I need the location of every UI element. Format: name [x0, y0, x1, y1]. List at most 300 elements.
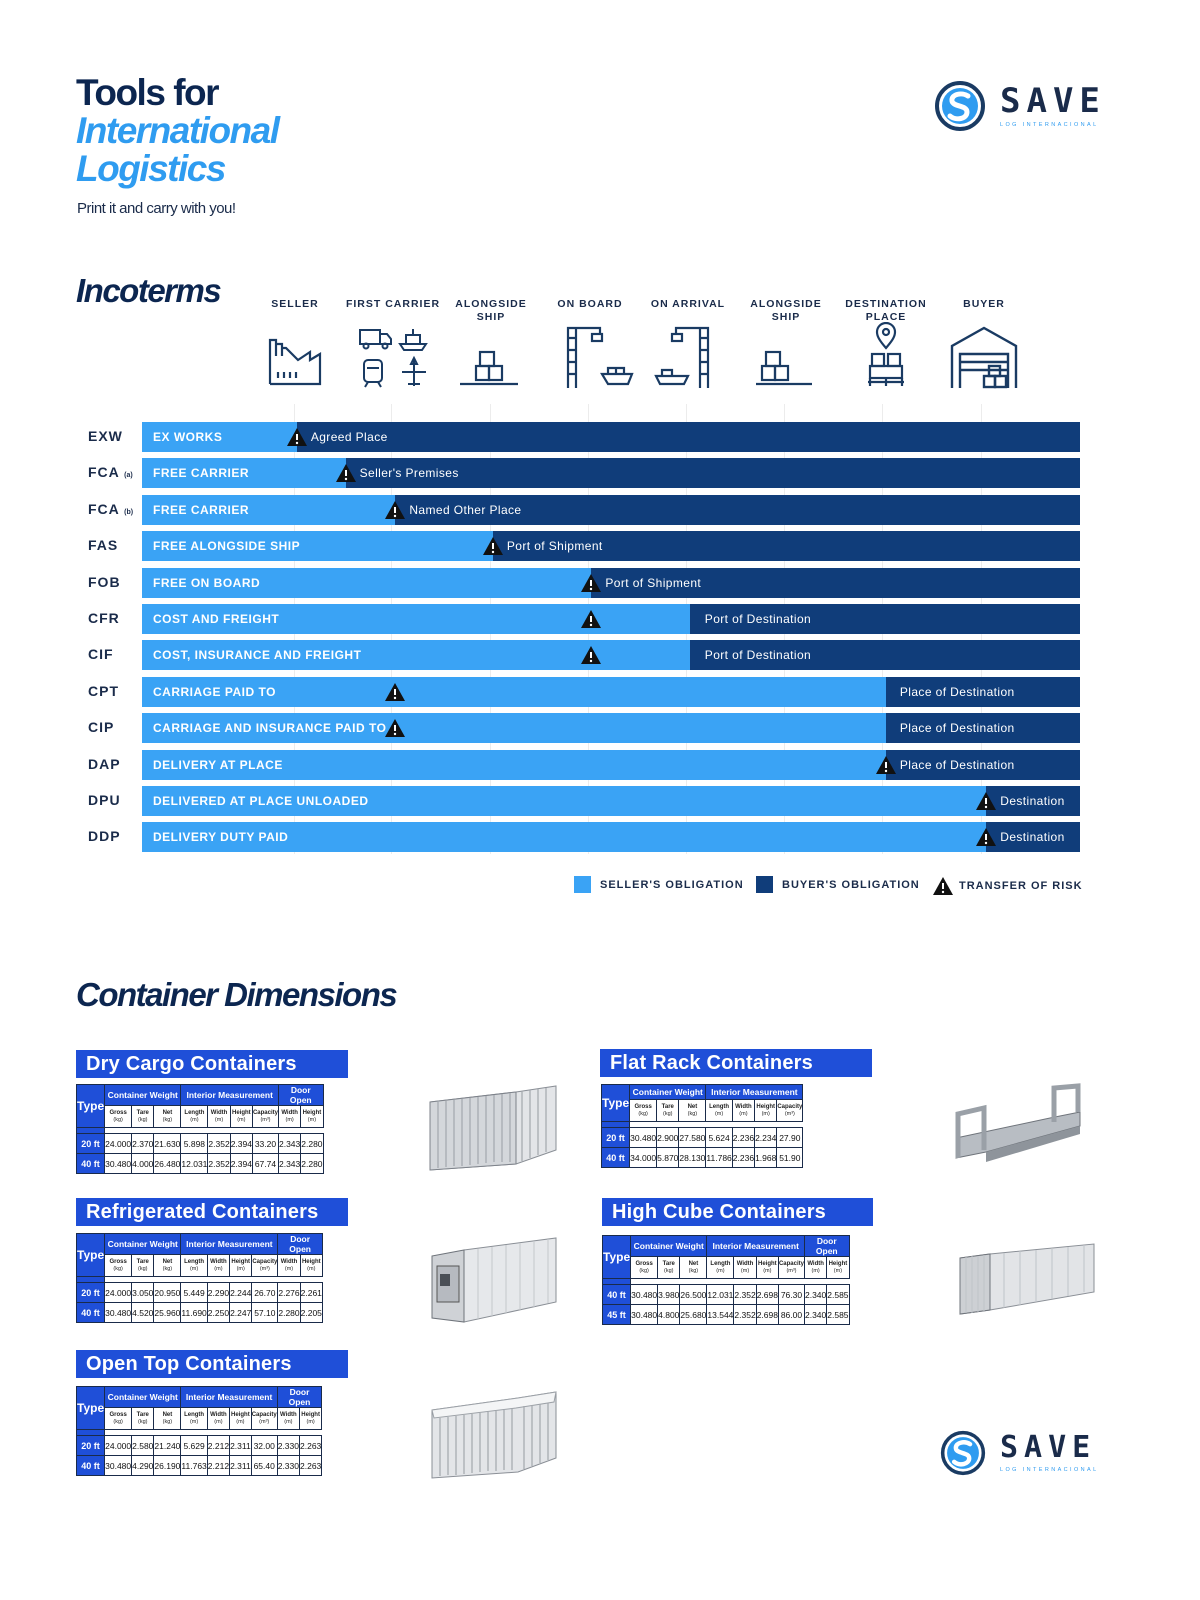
- legend-buyer-label: BUYER'S OBLIGATION: [782, 878, 920, 891]
- buyer-swatch: [756, 876, 773, 893]
- title-line-1: Tools for: [76, 72, 219, 113]
- column-label: Width: [807, 1260, 824, 1267]
- incoterm-code-text: CIF: [88, 646, 114, 663]
- interior-group-header: Interior Measurement: [706, 1085, 803, 1100]
- value-cell: 21.630: [154, 1134, 181, 1154]
- column-header: [277, 1408, 299, 1430]
- page-subtitle: Print it and carry with you!: [77, 200, 236, 217]
- incoterm-code-text: DPU: [88, 792, 121, 808]
- incoterm-code: [88, 464, 133, 480]
- type-header: Type: [77, 1387, 105, 1430]
- value-cell: 4.800: [658, 1305, 680, 1325]
- incoterm-row: [0, 713, 1200, 743]
- column-label: Gross: [109, 1109, 127, 1116]
- column-unit: (m³): [259, 1418, 270, 1425]
- risk-transfer-icon: [482, 536, 504, 556]
- column-header: [251, 1408, 277, 1430]
- column-header: [132, 1408, 154, 1430]
- incoterm-row: [0, 422, 1200, 452]
- value-cell: 3.050: [132, 1283, 154, 1303]
- high-cube-title: High Cube Containers: [602, 1198, 873, 1226]
- value-cell: 5.629: [181, 1436, 207, 1456]
- column-label: Gross: [109, 1258, 127, 1265]
- column-header: [208, 1106, 230, 1128]
- column-header: [631, 1257, 658, 1279]
- table-row: [603, 1285, 850, 1305]
- column-header: [804, 1257, 826, 1279]
- column-unit: (m): [189, 1265, 199, 1272]
- container-type-cell: 40 ft: [77, 1456, 105, 1476]
- value-cell: 11.763: [181, 1456, 207, 1476]
- save-logo-bottom: [940, 1430, 1099, 1476]
- value-cell: 27.90: [777, 1128, 803, 1148]
- value-cell: 2.352: [208, 1134, 230, 1154]
- incoterm-row: [0, 531, 1200, 561]
- incoterm-name: COST AND FREIGHT: [153, 612, 280, 626]
- value-cell: 2.343: [278, 1134, 300, 1154]
- value-cell: 3.980: [658, 1285, 680, 1305]
- column-label: Width: [735, 1103, 752, 1110]
- value-cell: 2.261: [300, 1283, 322, 1303]
- column-label: Capacity: [251, 1411, 277, 1418]
- column-header: [252, 1255, 278, 1277]
- interior-group-header: Interior Measurement: [181, 1234, 278, 1255]
- incoterm-name: DELIVERY AT PLACE: [153, 757, 283, 772]
- value-cell: 2.585: [827, 1305, 849, 1325]
- open-top-title: Open Top Containers: [76, 1350, 348, 1378]
- column-header: [278, 1106, 300, 1128]
- incoterm-place: Place of Destination: [899, 757, 1015, 772]
- incoterm-place: Seller's Premises: [359, 466, 459, 481]
- column-unit: (m): [284, 1265, 294, 1272]
- logo-subtext: LOG INTERNACIONAL: [1000, 122, 1099, 128]
- type-header: Type: [602, 1085, 630, 1122]
- stage-label: ALONGSIDE SHIP: [455, 298, 527, 323]
- column-label: Height: [301, 1258, 321, 1265]
- table-row: [77, 1283, 323, 1303]
- value-cell: 25.960: [154, 1303, 181, 1323]
- interior-group-header: Interior Measurement: [181, 1085, 279, 1106]
- column-label: Width: [210, 1258, 227, 1265]
- column-label: Gross: [109, 1411, 127, 1418]
- stage-label: SELLER: [271, 298, 319, 310]
- open-top-image: [428, 1388, 560, 1484]
- incoterm-code: [88, 428, 123, 444]
- column-label: Width: [281, 1109, 298, 1116]
- column-unit: (kg): [162, 1116, 173, 1123]
- column-header: [679, 1100, 706, 1122]
- incoterm-code: [88, 574, 121, 590]
- weight-group-header: Container Weight: [105, 1387, 181, 1408]
- column-label: Width: [210, 1411, 227, 1418]
- incoterm-code-text: CIP: [88, 719, 115, 736]
- incoterm-row: [0, 458, 1200, 488]
- type-header: Type: [77, 1085, 105, 1128]
- column-unit: (kg): [113, 1418, 123, 1425]
- column-label: Tare: [662, 1260, 675, 1267]
- incoterm-name: CARRIAGE PAID TO: [153, 684, 276, 699]
- value-cell: 51.90: [777, 1148, 803, 1168]
- column-label: Height: [301, 1411, 320, 1418]
- legend-seller-label: SELLER'S OBLIGATION: [600, 878, 744, 891]
- container-type-cell: 40 ft: [603, 1285, 631, 1305]
- container-type-cell: 40 ft: [77, 1303, 105, 1323]
- table-row: [77, 1456, 322, 1476]
- column-header: [630, 1100, 657, 1122]
- column-unit: (m³): [786, 1267, 797, 1274]
- column-header: [732, 1100, 754, 1122]
- column-label: Capacity: [778, 1260, 804, 1267]
- incoterm-code-text: FOB: [88, 573, 121, 590]
- value-cell: 12.031: [181, 1154, 208, 1174]
- column-header: [301, 1106, 323, 1128]
- value-cell: 30.480: [105, 1154, 132, 1174]
- column-header: [181, 1255, 207, 1277]
- value-cell: 2.263: [300, 1436, 322, 1456]
- value-cell: 2.394: [230, 1134, 252, 1154]
- weight-group-header: Container Weight: [105, 1085, 181, 1106]
- column-header: [252, 1106, 278, 1128]
- value-cell: 2.244: [230, 1283, 252, 1303]
- stage-label: ON BOARD: [557, 298, 623, 310]
- incoterm-row: [0, 640, 1200, 670]
- column-unit: (m): [214, 1418, 223, 1425]
- value-cell: 2.247: [230, 1303, 252, 1323]
- value-cell: 2.352: [208, 1154, 230, 1174]
- save-logo-icon: [940, 1430, 986, 1476]
- column-label: Capacity: [777, 1103, 803, 1110]
- container-type-cell: 40 ft: [77, 1154, 105, 1174]
- value-cell: 28.130: [679, 1148, 706, 1168]
- value-cell: 2.276: [278, 1283, 300, 1303]
- incoterm-code: [88, 719, 114, 735]
- stage-label: ALONGSIDE SHIP: [750, 298, 822, 323]
- title-line-2: International: [76, 110, 279, 151]
- incoterm-code-text: DDP: [88, 828, 121, 845]
- column-unit: (m³): [784, 1110, 795, 1117]
- location-pallet-icon: [846, 322, 926, 392]
- value-cell: 27.580: [679, 1128, 706, 1148]
- value-cell: 1.968: [755, 1148, 777, 1168]
- table-row: [77, 1154, 324, 1174]
- value-cell: 25.680: [680, 1305, 707, 1325]
- incoterm-code: [88, 646, 114, 662]
- container-type-cell: 20 ft: [77, 1283, 105, 1303]
- column-label: Tare: [136, 1411, 149, 1418]
- column-header: [658, 1257, 680, 1279]
- incoterm-name: EX WORKS: [153, 430, 223, 444]
- value-cell: 2.340: [804, 1305, 826, 1325]
- incoterm-place: Place of Destination: [899, 721, 1015, 736]
- weight-group-header: Container Weight: [105, 1234, 181, 1255]
- column-unit: (m): [761, 1110, 770, 1117]
- column-label: Width: [280, 1258, 298, 1265]
- risk-transfer-icon: [975, 827, 997, 847]
- door-group-header: Door Open: [278, 1085, 323, 1106]
- value-cell: 4.000: [132, 1154, 154, 1174]
- column-label: Height: [757, 1260, 777, 1267]
- type-header: Type: [603, 1236, 631, 1279]
- column-unit: (kg): [138, 1418, 148, 1425]
- column-header: [706, 1100, 732, 1122]
- column-unit: (m): [306, 1418, 315, 1425]
- stage-label: BUYER: [963, 298, 1005, 310]
- column-header: [680, 1257, 707, 1279]
- value-cell: 34.000: [630, 1148, 657, 1168]
- column-label: Length: [710, 1260, 731, 1267]
- value-cell: 30.480: [631, 1285, 658, 1305]
- value-cell: 2.698: [756, 1305, 778, 1325]
- incoterm-name: CARRIAGE AND INSURANCE PAID TO: [153, 721, 387, 736]
- incoterm-place: Port of Destination: [704, 612, 812, 626]
- incoterm-place: Agreed Place: [310, 430, 388, 444]
- value-cell: 4.520: [132, 1303, 154, 1323]
- column-unit: (m): [714, 1110, 724, 1117]
- column-unit: (kg): [113, 1265, 123, 1272]
- refrigerated-title: Refrigerated Containers: [76, 1198, 348, 1226]
- stage-label: FIRST CARRIER: [345, 298, 441, 310]
- incoterm-place: Port of Shipment: [506, 539, 603, 554]
- container-spec-table: [601, 1084, 803, 1168]
- column-label: Length: [184, 1109, 205, 1116]
- column-unit: (m): [833, 1267, 843, 1274]
- container-spec-table: [76, 1084, 324, 1174]
- incoterm-code: [88, 683, 119, 699]
- legend-risk: [932, 876, 1083, 896]
- incoterm-row: [0, 604, 1200, 634]
- incoterm-row: [0, 677, 1200, 707]
- incoterm-row: [0, 822, 1200, 852]
- column-label: Gross: [635, 1260, 653, 1267]
- column-unit: (kg): [113, 1116, 123, 1123]
- high-cube-image: [954, 1240, 1096, 1316]
- column-label: Length: [709, 1103, 730, 1110]
- incoterm-name: FREE CARRIER: [153, 466, 250, 481]
- value-cell: 24.000: [105, 1436, 132, 1456]
- incoterm-place: Destination: [1000, 830, 1065, 845]
- value-cell: 5.449: [181, 1283, 207, 1303]
- column-header: [756, 1257, 778, 1279]
- value-cell: 2.280: [301, 1134, 323, 1154]
- incoterm-code-text: DAP: [88, 755, 121, 772]
- column-header: [181, 1106, 208, 1128]
- risk-transfer-icon: [580, 609, 602, 629]
- column-unit: (kg): [687, 1110, 698, 1117]
- incoterm-name: DELIVERY DUTY PAID: [153, 830, 289, 845]
- column-unit: (m³): [260, 1116, 271, 1123]
- column-header: [207, 1255, 229, 1277]
- value-cell: 2.352: [734, 1285, 756, 1305]
- column-unit: (m): [214, 1265, 223, 1272]
- reefer-container-image: [428, 1232, 562, 1330]
- column-header: [734, 1257, 756, 1279]
- legend-risk-label: TRANSFER OF RISK: [959, 880, 1083, 892]
- container-type-cell: 20 ft: [77, 1134, 105, 1154]
- column-unit: (m): [285, 1116, 294, 1123]
- column-header: [132, 1106, 154, 1128]
- value-cell: 2.352: [734, 1305, 756, 1325]
- column-label: Width: [280, 1411, 297, 1418]
- column-header: [657, 1100, 679, 1122]
- value-cell: 2.580: [132, 1436, 154, 1456]
- column-label: Width: [736, 1260, 754, 1267]
- column-header: [207, 1408, 229, 1430]
- incoterm-code: [88, 756, 121, 772]
- door-group-header: Door Open: [277, 1387, 322, 1408]
- value-cell: 2.280: [301, 1154, 323, 1174]
- transport-modes-icon: [354, 322, 434, 392]
- column-unit: (kg): [639, 1267, 649, 1274]
- value-cell: 57.10: [252, 1303, 278, 1323]
- value-cell: 30.480: [631, 1305, 658, 1325]
- column-unit: (m): [763, 1267, 772, 1274]
- incoterm-row: [0, 495, 1200, 525]
- column-unit: (m): [307, 1265, 316, 1272]
- value-cell: 32.00: [251, 1436, 277, 1456]
- incoterm-code: [88, 828, 121, 844]
- incoterm-code: [88, 610, 120, 626]
- container-type-cell: 20 ft: [602, 1128, 630, 1148]
- column-unit: (m): [284, 1418, 293, 1425]
- value-cell: 30.480: [105, 1456, 132, 1476]
- table-row: [603, 1305, 850, 1325]
- value-cell: 26.500: [680, 1285, 707, 1305]
- value-cell: 26.480: [154, 1154, 181, 1174]
- value-cell: 2.330: [277, 1436, 299, 1456]
- incoterm-code-text: CFR: [88, 610, 120, 626]
- risk-transfer-icon: [580, 645, 602, 665]
- column-header: [181, 1408, 207, 1430]
- value-cell: 2.311: [230, 1456, 252, 1476]
- column-header: [105, 1255, 132, 1277]
- column-label: Net: [162, 1109, 173, 1116]
- incoterm-code-text: FCA: [88, 464, 120, 481]
- column-header: [230, 1106, 252, 1128]
- column-header: [300, 1255, 322, 1277]
- dry-cargo-title: Dry Cargo Containers: [76, 1050, 348, 1078]
- interior-group-header: Interior Measurement: [707, 1236, 805, 1257]
- risk-transfer-icon: [384, 718, 406, 738]
- column-header: [230, 1408, 252, 1430]
- column-label: Height: [231, 1411, 250, 1418]
- container-type-cell: 20 ft: [77, 1436, 105, 1456]
- value-cell: 2.394: [230, 1154, 252, 1174]
- column-label: Height: [302, 1109, 322, 1116]
- column-header: [154, 1408, 181, 1430]
- value-cell: 30.480: [105, 1303, 132, 1323]
- incoterm-row: [0, 750, 1200, 780]
- incoterm-row: [0, 786, 1200, 816]
- column-unit: (kg): [638, 1110, 648, 1117]
- incoterm-code-text: FCA: [88, 500, 120, 517]
- incoterm-name: FREE ON BOARD: [153, 575, 261, 590]
- container-spec-table: [76, 1386, 322, 1476]
- value-cell: 2.343: [278, 1154, 300, 1174]
- logo-subtext: LOG INTERNACIONAL: [1000, 1467, 1099, 1473]
- flat-rack-title: Flat Rack Containers: [600, 1049, 872, 1077]
- incoterm-name: COST, INSURANCE AND FREIGHT: [153, 648, 362, 663]
- legend-buyer: [756, 876, 920, 893]
- value-cell: 26.70: [252, 1283, 278, 1303]
- value-cell: 11.786: [706, 1148, 732, 1168]
- dry-container-image: [424, 1080, 560, 1176]
- factory-icon: [256, 322, 336, 392]
- crane-icon: [650, 322, 730, 392]
- column-label: Length: [184, 1411, 205, 1418]
- column-unit: (m): [190, 1116, 199, 1123]
- column-header: [132, 1255, 154, 1277]
- value-cell: 2.236: [732, 1148, 754, 1168]
- value-cell: 2.698: [756, 1285, 778, 1305]
- save-logo: [934, 80, 1106, 132]
- value-cell: 4.290: [132, 1456, 154, 1476]
- column-label: Gross: [634, 1103, 652, 1110]
- value-cell: 2.585: [827, 1285, 849, 1305]
- column-unit: (m): [307, 1116, 317, 1123]
- incoterms-heading: Incoterms: [76, 272, 221, 309]
- value-cell: 33.20: [252, 1134, 278, 1154]
- risk-transfer-icon: [384, 682, 406, 702]
- logo-wordmark: SAVE: [1000, 81, 1106, 121]
- column-unit: (m): [189, 1418, 199, 1425]
- column-unit: (m): [739, 1110, 748, 1117]
- incoterm-code-suffix: (b): [124, 508, 134, 516]
- column-unit: (m): [716, 1267, 725, 1274]
- column-unit: (kg): [688, 1267, 699, 1274]
- risk-transfer-icon: [335, 463, 357, 483]
- column-header: [778, 1257, 804, 1279]
- table-row: [77, 1436, 322, 1456]
- column-unit: (kg): [138, 1265, 148, 1272]
- column-label: Height: [828, 1260, 848, 1267]
- cargo-dock-icon: [452, 322, 532, 392]
- seller-swatch: [574, 876, 591, 893]
- risk-transfer-icon: [384, 500, 406, 520]
- column-label: Net: [687, 1103, 698, 1110]
- column-header: [278, 1255, 300, 1277]
- interior-group-header: Interior Measurement: [181, 1387, 277, 1408]
- value-cell: 2.900: [657, 1128, 679, 1148]
- weight-group-header: Container Weight: [631, 1236, 707, 1257]
- column-header: [154, 1106, 181, 1128]
- risk-transfer-icon: [286, 427, 308, 447]
- title-line-3: Logistics: [76, 148, 225, 189]
- incoterm-place: Named Other Place: [409, 502, 522, 517]
- column-label: Capacity: [252, 1258, 278, 1265]
- column-unit: (kg): [664, 1267, 674, 1274]
- door-group-header: Door Open: [804, 1236, 849, 1257]
- incoterm-place: Port of Destination: [704, 648, 812, 663]
- value-cell: 2.340: [804, 1285, 826, 1305]
- logo-wordmark: SAVE: [1000, 1430, 1097, 1465]
- stage-label: DESTINATION PLACE: [845, 298, 927, 323]
- incoterm-place: Destination: [1000, 794, 1065, 808]
- incoterm-code: [88, 792, 121, 808]
- stage-label: ON ARRIVAL: [650, 298, 726, 310]
- column-header: [105, 1408, 132, 1430]
- column-header: [755, 1100, 777, 1122]
- value-cell: 65.40: [251, 1456, 277, 1476]
- value-cell: 5.870: [657, 1148, 679, 1168]
- incoterm-code-text: CPT: [88, 682, 119, 699]
- risk-transfer-icon: [975, 791, 997, 811]
- column-label: Height: [231, 1258, 251, 1265]
- column-label: Length: [184, 1258, 205, 1265]
- column-label: Width: [210, 1109, 228, 1116]
- value-cell: 24.000: [105, 1283, 132, 1303]
- column-label: Height: [231, 1109, 251, 1116]
- type-header: Type: [77, 1234, 105, 1277]
